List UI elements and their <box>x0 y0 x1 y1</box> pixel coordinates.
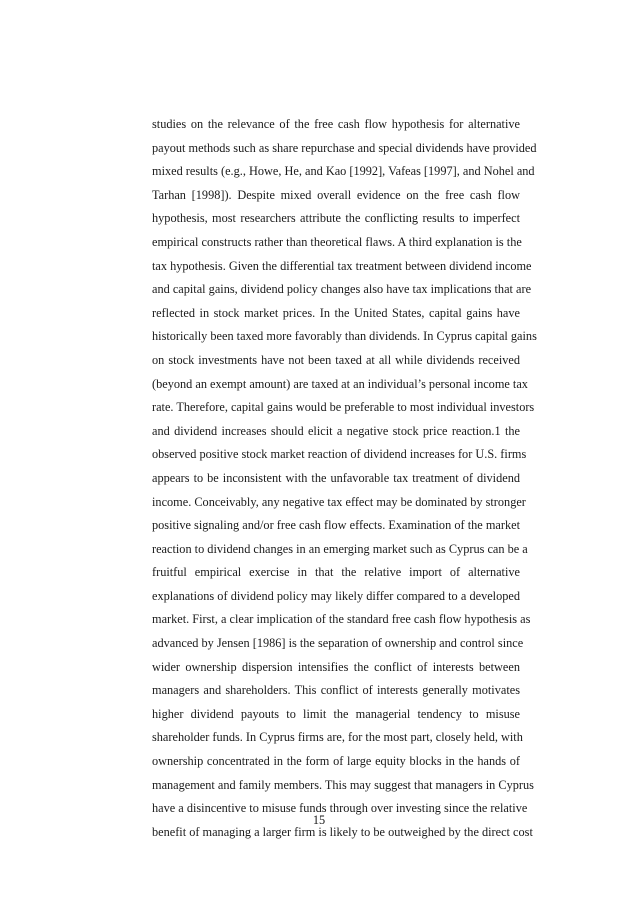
text-line: higher dividend payouts to limit the managerial tendency to misuse <box>152 706 520 721</box>
text-line: benefit of managing a larger firm is likely to be outweighed by the direct cost <box>152 824 533 839</box>
text-line: and dividend increases should elicit a negative stock price reaction.1 the <box>152 423 520 438</box>
text-line: advanced by Jensen [1986] is the separation of ownership and control since <box>152 636 524 651</box>
body-text <box>152 113 537 844</box>
text-line: observed positive stock market reaction of dividend increases for U.S. firms <box>152 447 527 462</box>
text-line: managers and shareholders. This conflict of interests generally motivates <box>152 683 520 698</box>
text-line: management and family members. This may suggest that managers in Cyprus <box>152 777 534 792</box>
text-line: have a disincentive to misuse funds through over investing since the relative <box>152 801 528 816</box>
text-line: positive signaling and/or free cash flow effects. Examination of the market <box>152 518 520 533</box>
text-line: tax hypothesis. Given the differential tax treatment between dividend income <box>152 258 532 273</box>
text-line: rate. Therefore, capital gains would be preferable to most individual investors <box>152 400 535 415</box>
text-line: historically been taxed more favorably than dividends. In Cyprus capital gains <box>152 329 537 344</box>
text-line: on stock investments have not been taxed at all while dividends received <box>152 352 520 367</box>
text-line: Tarhan [1998]). Despite mixed overall evidence on the free cash flow <box>152 187 520 202</box>
text-line: ownership concentrated in the form of large equity blocks in the hands of <box>152 754 520 769</box>
text-line: wider ownership dispersion intensifies the conflict of interests between <box>152 659 520 674</box>
text-line: income. Conceivably, any negative tax effect may be dominated by stronger <box>152 494 526 509</box>
text-line: empirical constructs rather than theoretical flaws. A third explanation is the <box>152 234 522 249</box>
text-line: explanations of dividend policy may likely differ compared to a developed <box>152 588 520 603</box>
text-line: reflected in stock market prices. In the United States, capital gains have <box>152 305 520 320</box>
text-line: reaction to dividend changes in an emerging market such as Cyprus can be a <box>152 541 528 556</box>
text-line: and capital gains, dividend policy changes also have tax implications that are <box>152 282 532 297</box>
text-line: studies on the relevance of the free cash flow hypothesis for alternative <box>152 117 520 131</box>
text-line: (beyond an exempt amount) are taxed at an individual’s personal income tax <box>152 376 528 391</box>
text-line: shareholder funds. In Cyprus firms are, for the most part, closely held, with <box>152 730 523 745</box>
text-line: hypothesis, most researchers attribute the conflicting results to imperfect <box>152 211 520 226</box>
text-line: appears to be inconsistent with the unfavorable tax treatment of dividend <box>152 470 520 485</box>
text-line: market. First, a clear implication of the standard free cash flow hypothesis as <box>152 612 531 627</box>
text-line: fruitful empirical exercise in that the relative import of alternative <box>152 565 520 580</box>
text-line: payout methods such as share repurchase and special dividends have provided <box>152 140 537 155</box>
text-line: mixed results (e.g., Howe, He, and Kao [1992], Vafeas [1997], and Nohel and <box>152 164 535 179</box>
page-number: 15 <box>312 813 326 827</box>
